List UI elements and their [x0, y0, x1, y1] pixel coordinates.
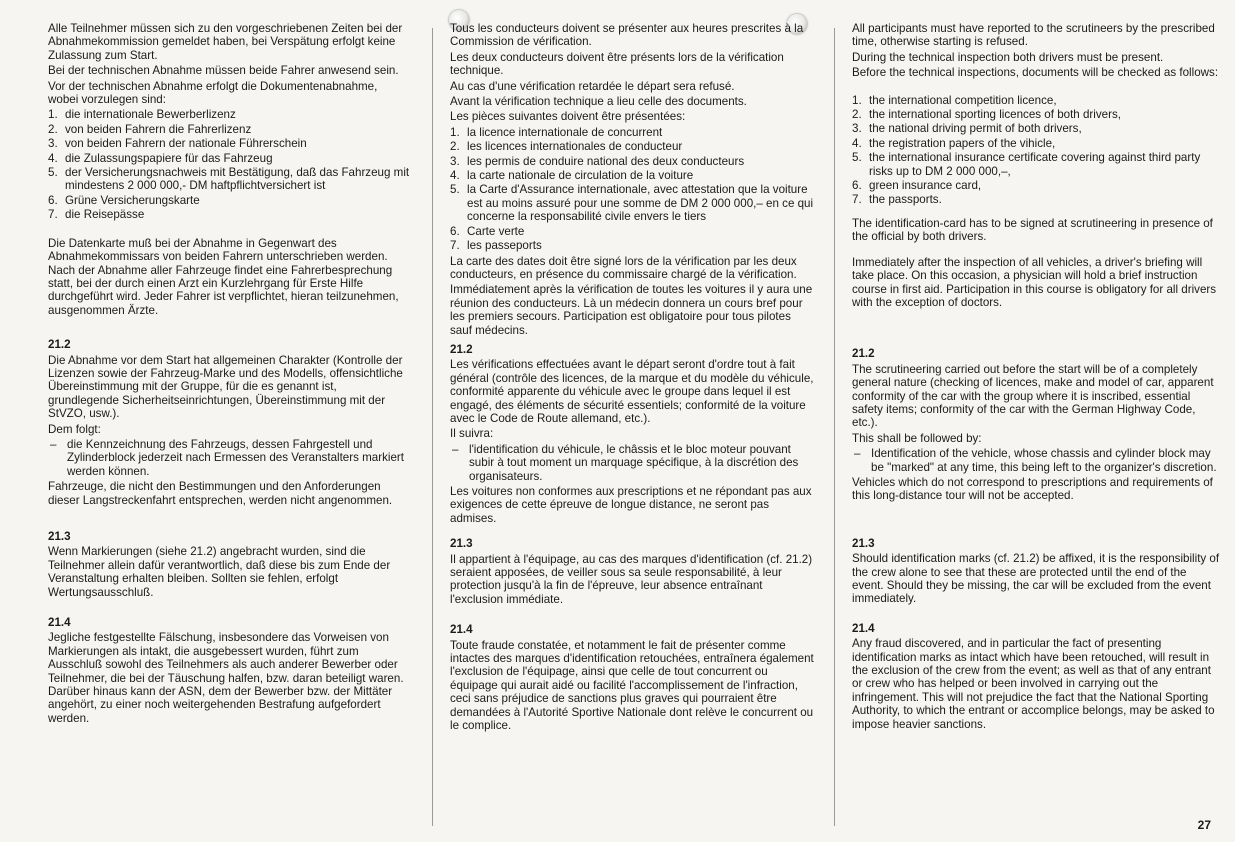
documents-list — [852, 94, 1220, 207]
section-text: Les voitures non conformes aux prescriptions et ne répondant pas aux exigences de cette épreuve de longue distance, ne seront pas admises. — [450, 485, 812, 525]
page-number: 27 — [1197, 818, 1211, 832]
intro-paragraph: All participants must have reported to the scrutineers by the prescribed time, otherwise starting is refused. — [852, 22, 1215, 49]
briefing-paragraph: Immediately after the inspection of all vehicles, a driver's briefing will take place. On this occasion, a physician will hold a brief instruction course in first aid. Participation in this course is obligatory for all drivers with the exception of doctors. — [852, 255, 1217, 309]
list-item: 3. von beiden Fahrern der nationale Führerschein — [48, 137, 307, 151]
section-21-4 — [48, 616, 410, 725]
section-heading: 21.2 — [450, 342, 473, 356]
section-text: Il appartient à l'équipage, au cas des marques d'identification (cf. 21.2) seraient apposées, de veiller sous sa seule responsabilité, à leur protection jusqu'à la fin de l'épreuve, leur absence entraînant l'exclusion immédiate. — [450, 552, 813, 606]
documents-list — [450, 126, 814, 253]
section-follow: Dem folgt: — [48, 422, 101, 436]
intro-paragraph: Bei der technischen Abnahme müssen beide Fahrer anwesend sein. — [48, 64, 399, 78]
intro-paragraph: Avant la vérification technique a lieu celle des documents. — [450, 95, 747, 109]
list-item: 7. les passeports — [450, 239, 542, 253]
section-21-4 — [852, 622, 1220, 731]
column-divider — [834, 28, 835, 826]
section-heading: 21.3 — [48, 530, 71, 543]
carte-paragraph: La carte des dates doit être signé lors de la vérification par les deux conducteurs, en présence du commissaire chargé de la vérification. — [450, 254, 797, 281]
section-text: Should identification marks (cf. 21.2) be affixed, it is the responsibility of the crew alone to see that these are protected until the end of the event. Should they be missing, the car will be excluded from the event immediately. — [852, 552, 1220, 606]
section-text: The scrutineering carried out before the start will be of a completely general nature (checking of licences, make and model of car, apparent conformity of the car with the group where it is inscribed, essential safety items; conformity of the car with the German Highway Code, etc.). — [852, 362, 1214, 430]
dash-list — [852, 447, 1220, 474]
dash-list — [450, 443, 814, 483]
french-column — [450, 22, 814, 735]
section-heading: 21.4 — [48, 616, 71, 630]
section-text: Fahrzeuge, die nicht den Bestimmungen und den Anforderungen dieser Langstreckenfahrt entsprechen, werden nicht angenommen. — [48, 480, 393, 507]
list-item: 4. la carte nationale de circulation de la voiture — [450, 169, 694, 183]
documents-list — [48, 108, 410, 221]
list-item: 7. the passports. — [852, 193, 942, 207]
section-text: Wenn Markierungen (siehe 21.2) angebracht wurden, sind die Teilnehmer allein dafür verantwortlich, daß diese bis zum Ende der Veranstaltung erhalten bleiben. Sollten sie fehlen, erfolgt Wertungsausschluß. — [48, 545, 391, 599]
german-column — [48, 22, 410, 727]
section-heading: 21.2 — [852, 347, 875, 361]
section-text: Toute fraude constatée, et notamment le fait de présenter comme intactes des marques d'identification retouchées, entraînera également l'exclusion de l'équipage, ainsi que celle de tout concurrent ou équipage qui aurait aidé ou facilité l'accomplissement de l'infraction, ceci sans préjudice de sanctions plus graves qui pourraient être demandées à l'Autorité Sportive Nationale dont relève le concurrent ou le complice. — [450, 638, 814, 733]
list-item: 5. the international insurance certificate covering against third party risks up to DM 2 000 000,–, — [852, 151, 1201, 178]
list-item: 6. Carte verte — [450, 224, 525, 238]
section-follow: Il suivra: — [450, 427, 494, 441]
list-item: – l'identification du véhicule, le châssis et le bloc moteur pouvant subir à tout moment un marquage spécifique, à la discrétion des organisateurs. — [450, 443, 814, 483]
idcard-paragraph: The identification-card has to be signed at scrutineering in presence of the official by both drivers. — [852, 216, 1213, 244]
section-text: Die Abnahme vor dem Start hat allgemeinen Charakter (Kontrolle der Lizenzen sowie der Fahrzeug-Marke und des Modells, offensichtliche Übereinstimmung mit der Gruppe, für die es genannt ist, grundlegende Sicherheitseinrichtungen, Übereinstimmung mit der StVZO, usw.). — [48, 353, 403, 421]
intro-paragraph: Vor der technischen Abnahme erfolgt die Dokumentenabnahme, wobei vorzulegen sind: — [48, 79, 378, 107]
section-follow: This shall be followed by: — [852, 431, 982, 445]
briefing-paragraph: Immédiatement après la vérification de toutes les voitures il y aura une réunion des conducteurs. Là un médecin donnera un cours bref pour les premiers secours. Participation est obligatoire pour tous pilotes sauf médecins. — [450, 283, 813, 337]
list-item: 5. der Versicherungsnachweis mit Bestätigung, daß das Fahrzeug mit mindestens 2 000 000,- DM haftpflichtversichert ist — [48, 166, 410, 193]
list-item: 6. Grüne Versicherungskarte — [48, 193, 200, 207]
intro-paragraph: Les deux conducteurs doivent être présents lors de la vérification technique. — [450, 50, 784, 78]
section-text: Jegliche festgestellte Fälschung, insbesondere das Vorweisen von Markierungen als intakt, die ausgebessert wurden, führt zum Ausschluß sowohl des Teilnehmers als auch anderer Bewerber oder Teilnehmer, die bei der Täuschung halfen, bzw. daran beteiligt waren. Darüber hinaus kann der ASN, dem der Bewerber bzw. der Mittäter angehört, zu einer noch weitergehenden Bestrafung aufgefordert werden. — [48, 631, 404, 725]
list-item: – die Kennzeichnung des Fahrzeugs, dessen Fahrgestell und Zylinderblock jederzeit nach Ermessen des Veranstalters markiert werden können. — [48, 438, 410, 478]
list-item: 4. the registration papers of the vihicle, — [852, 136, 1056, 150]
english-column — [852, 22, 1220, 733]
intro-paragraph: Les pièces suivantes doivent être présentées: — [450, 110, 686, 124]
list-item: – Identification of the vehicle, whose chassis and cylinder block may be "marked" at any time, this being left to the organizer's discretion. — [852, 447, 1220, 474]
dash-list — [48, 438, 410, 478]
list-item: 2. von beiden Fahrern die Fahrerlizenz — [48, 122, 252, 136]
datenkarte-paragraph: Die Datenkarte muß bei der Abnahme in Gegenwart des Abnahmekommissars von beiden Fahrern unterschrieben werden. Nach der Abnahme aller Fahrzeuge findet eine Fahrerbesprechung statt, bei der durch einen Arzt ein Kurzlehrgang für Erste Hilfe durchgeführt wird. Jeder Fahrer ist verpflichtet, hieran teilzunehmen, ausgenommen Ärzte. — [48, 236, 399, 317]
list-item: 1. the international competition licence, — [852, 93, 1057, 107]
section-heading: 21.4 — [852, 621, 875, 635]
column-divider — [432, 28, 433, 826]
list-item: 6. green insurance card, — [852, 179, 982, 193]
list-item: 1. la licence internationale de concurrent — [450, 125, 663, 139]
section-text: Les vérifications effectuées avant le départ seront d'ordre tout à fait général (contrôle des licences, de la marque et du modèle du véhicule, conformité apparente du véhicule avec le groupe dans lequel il est engagé, des éléments de sécurité essentiels; conformité de la voiture avec le Code de Route allemand, etc.). — [450, 358, 814, 425]
list-item: 5. la Carte d'Assurance internationale, avec attestation que la voiture est au moins assuré pour une somme de DM 2 000 000,– en ce qui concerne la responsabilité civile envers le tiers — [450, 183, 814, 224]
section-21-2 — [450, 343, 814, 525]
intro-paragraph: Before the technical inspections, documents will be checked as follows: — [852, 66, 1219, 80]
section-text: Any fraud discovered, and in particular the fact of presenting identification marks as intact which have been retouched, will result in the exclusion of the crew from the event; as well as that of any entrant or crew who has helped or been involved in carrying out the infringement. This will not prejudice the fact that the National Sporting Authority, to which the entrant or accomplice belongs, may be asked to impose heavier sanctions. — [852, 637, 1215, 731]
list-item: 3. the national driving permit of both drivers, — [852, 122, 1082, 136]
section-21-4 — [450, 623, 814, 732]
list-item: 4. die Zulassungspapiere für das Fahrzeug — [48, 151, 273, 165]
section-text: Vehicles which do not correspond to prescriptions and requirements of this long-distance tour will not be accepted. — [852, 475, 1213, 503]
intro-paragraph: Au cas d'une vérification retardée le départ sera refusé. — [450, 79, 735, 93]
section-21-2 — [48, 338, 410, 507]
section-heading: 21.4 — [450, 623, 473, 637]
list-item: 1. die internationale Bewerberlizenz — [48, 108, 236, 122]
section-heading: 21.3 — [450, 537, 473, 551]
section-heading: 21.3 — [852, 536, 875, 550]
intro-paragraph: Tous les conducteurs doivent se présenter aux heures prescrites à la Commission de vérification. — [450, 22, 804, 49]
section-21-3 — [450, 537, 814, 606]
intro-paragraph: During the technical inspection both drivers must be present. — [852, 50, 1164, 64]
section-heading: 21.2 — [48, 338, 71, 352]
list-item: 3. les permis de conduire national des deux conducteurs — [450, 154, 745, 168]
section-21-3 — [852, 537, 1220, 606]
list-item: 2. the international sporting licences of both drivers, — [852, 108, 1121, 122]
section-21-3 — [48, 530, 410, 599]
list-item: 2. les licences internationales de conducteur — [450, 140, 683, 154]
section-21-2 — [852, 347, 1220, 502]
list-item: 7. die Reisepässe — [48, 208, 145, 222]
intro-paragraph: Alle Teilnehmer müssen sich zu den vorgeschriebenen Zeiten bei der Abnahmekommission gemeldet haben, bei Verspätung erfolgt keine Zulassung zum Start. — [48, 22, 403, 62]
